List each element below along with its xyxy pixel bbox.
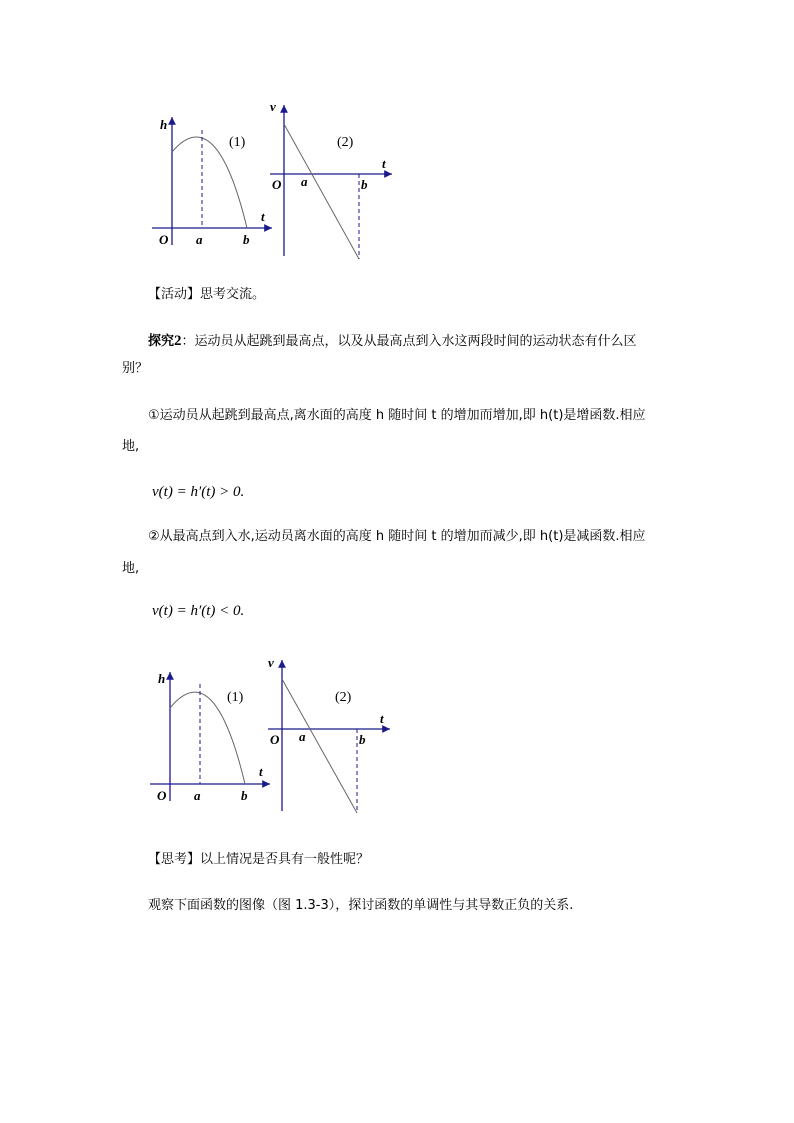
label-a-2: a [299,729,306,744]
label-fig1: (1) [229,135,246,150]
label-h: h [158,671,166,686]
observe-text: 观察下面函数的图像（图 1.3-3），探讨函数的单调性与其导数正负的关系. [148,898,574,913]
label-t-2: t [382,156,386,171]
label-o-2: O [270,732,280,747]
item2-line-1: ②从最高点到入水,运动员离水面的高度 h 随时间 t 的增加而减少,即 h(t)是减函数.相应 [148,529,646,544]
label-b: b [241,788,248,803]
label-o: O [159,232,169,247]
label-fig1: (1) [227,690,244,705]
item1-line-1: ①运动员从起跳到最高点,离水面的高度 h 随时间 t 的增加而增加,即 h(t)是增函数.相应 [148,408,646,423]
explore-num: 2 [174,333,182,349]
explore-line-2: 别？ [122,361,149,376]
label-v: v [268,655,274,670]
label-fig2: (2) [335,690,352,705]
explore-prefix: 探究 [148,334,175,349]
label-a: a [196,232,203,247]
item2-line-2: 地, [122,561,140,576]
label-v: v [270,99,276,114]
label-t-2: t [380,711,384,726]
explore-text: ：运动员从起跳到最高点，以及从最高点到入水这两段时间的运动状态有什么区 [181,334,637,349]
label-h: h [160,117,168,132]
label-t: t [261,209,265,224]
label-o: O [157,788,167,803]
item1-line-2: 地, [122,439,140,454]
label-t: t [259,764,263,779]
label-fig2: (2) [337,135,354,150]
label-a: a [194,788,201,803]
think-heading: 【思考】以上情况是否具有一般性呢？ [148,852,370,867]
label-b-2: b [361,177,368,192]
label-a-2: a [301,174,308,189]
item2-formula: v(t) = h′(t) < 0. [152,603,245,619]
label-o-2: O [272,177,282,192]
activity-heading: 【活动】思考交流。 [148,287,266,302]
label-b-2: b [359,732,366,747]
label-b: b [243,232,250,247]
item1-formula: v(t) = h′(t) > 0. [152,484,245,500]
